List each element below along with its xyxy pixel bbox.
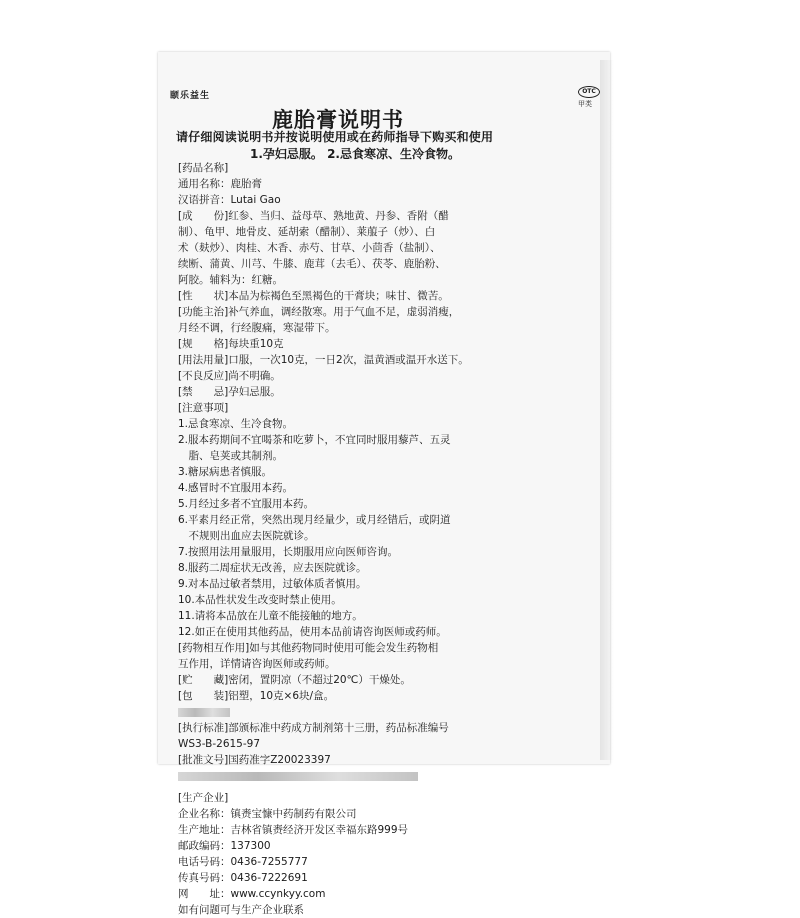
precautions-header: [注意事项] (178, 402, 229, 414)
brand-logo-text: 颐乐益生 (170, 91, 211, 101)
interactions-line: 互作用，详情请咨询医师或药师。 (178, 658, 336, 670)
contraindications-line: [禁 忌]孕妇忌服。 (178, 386, 281, 398)
manufacturer-line: 邮政编码：137300 (178, 840, 271, 852)
redaction-bar (178, 772, 418, 781)
contact-note: 如有问题可与生产企业联系 (178, 904, 304, 916)
precaution-item: 4.感冒时不宜服用本药。 (178, 482, 294, 494)
indications-line: 月经不调，行经腹痛，寒湿带下。 (178, 322, 336, 334)
manufacturer-line: 网 址：www.ccynkyy.com (178, 888, 326, 900)
package-line: [包 装]铝塑，10克×6块/盒。 (178, 690, 335, 702)
precaution-item: 不规则出血应去医院就诊。 (178, 530, 315, 542)
precaution-item: 脂、皂荚或其制剂。 (178, 450, 283, 462)
manufacturer-line: 生产地址：吉林省镇赉经济开发区幸福东路999号 (178, 824, 409, 836)
manufacturer-line: 电话号码：0436-7255777 (178, 856, 308, 868)
document-title: 鹿胎膏说明书 (272, 107, 404, 132)
redacted-block (178, 768, 604, 784)
standard-line: [执行标准]部颁标准中药成方制剂第十三册，药品标准编号 (178, 722, 449, 734)
indications-line: [功能主治]补气养血，调经散寒。用于气血不足，虚弱消瘦， (178, 306, 460, 318)
approval-line: [批准文号]国药准字Z20023397 (178, 754, 331, 766)
precaution-item: 6.平素月经正常，突然出现月经量少，或月经错后，或阴道 (178, 514, 451, 526)
ingredients-line: 术（麸炒）、肉桂、木香、赤芍、甘草、小茴香（盐制）、 (178, 242, 441, 254)
storage-line: [贮 藏]密闭，置阴凉（不超过20℃）干燥处。 (178, 674, 411, 686)
redaction-bar (178, 708, 230, 717)
usage-line: [用法用量]口服，一次10克，一日2次，温黄酒或温开水送下。 (178, 354, 469, 366)
manufacturer-line: 企业名称：镇赉宝慷中药制药有限公司 (178, 808, 357, 820)
precaution-item: 5.月经过多者不宜服用本药。 (178, 498, 315, 510)
precaution-item: 8.服药二周症状无改善，应去医院就诊。 (178, 562, 367, 574)
otc-badge: OTC (578, 86, 600, 98)
manufacturer-line: 传真号码：0436-7222691 (178, 872, 308, 884)
manufacturer-info (178, 806, 604, 902)
precaution-item: 2.服本药期间不宜喝茶和吃萝卜，不宜同时服用藜芦、五灵 (178, 434, 451, 446)
otc-type-label: 甲类 (578, 100, 592, 108)
spec-line: [规 格]每块重10克 (178, 338, 284, 350)
precaution-item: 3.糖尿病患者慎服。 (178, 466, 273, 478)
manufacturer-header: [生产企业] (178, 792, 229, 804)
redacted-block (178, 704, 604, 720)
precaution-item: 7.按照用法用量服用，长期服用应向医师咨询。 (178, 546, 399, 558)
precaution-item: 11.请将本品放在儿童不能接触的地方。 (178, 610, 363, 622)
interactions-line: [药物相互作用]如与其他药物同时使用可能会发生药物相 (178, 642, 439, 654)
leaflet-content (178, 160, 604, 918)
ingredients-line: 制）、龟甲、地骨皮、延胡索（醋制）、莱菔子（炒）、白 (178, 226, 436, 238)
standard-line: WS3-B-2615-97 (178, 738, 261, 750)
precautions-list (178, 416, 604, 640)
ingredients-line: [成 份]红参、当归、益母草、熟地黄、丹参、香附（醋 (178, 210, 449, 222)
ingredients-section (178, 208, 604, 288)
adverse-line: [不良反应]尚不明确。 (178, 370, 281, 382)
key-warnings: 1.孕妇忌服。 2.忌食寒凉、生冷食物。 (250, 147, 460, 161)
ingredients-line: 阿胶。辅料为：红糖。 (178, 274, 283, 286)
precaution-item: 9.对本品过敏者禁用，过敏体质者慎用。 (178, 578, 367, 590)
precaution-item: 10.本品性状发生改变时禁止使用。 (178, 594, 342, 606)
pinyin-name: 汉语拼音：Lutai Gao (178, 194, 281, 206)
common-name: 通用名称：鹿胎膏 (178, 178, 262, 190)
reading-notice: 请仔细阅读说明书并按说明使用或在药师指导下购买和使用 (176, 130, 494, 144)
drug-name-header: [药品名称] (178, 162, 229, 174)
ingredients-line: 续断、蒲黄、川芎、牛膝、鹿茸（去毛）、茯苓、鹿胎粉、 (178, 258, 446, 270)
precaution-item: 12.如正在使用其他药品，使用本品前请咨询医师或药师。 (178, 626, 447, 638)
precaution-item: 1.忌食寒凉、生冷食物。 (178, 418, 294, 430)
properties-line: [性 状]本品为棕褐色至黑褐色的干膏块；味甘、微苦。 (178, 290, 449, 302)
